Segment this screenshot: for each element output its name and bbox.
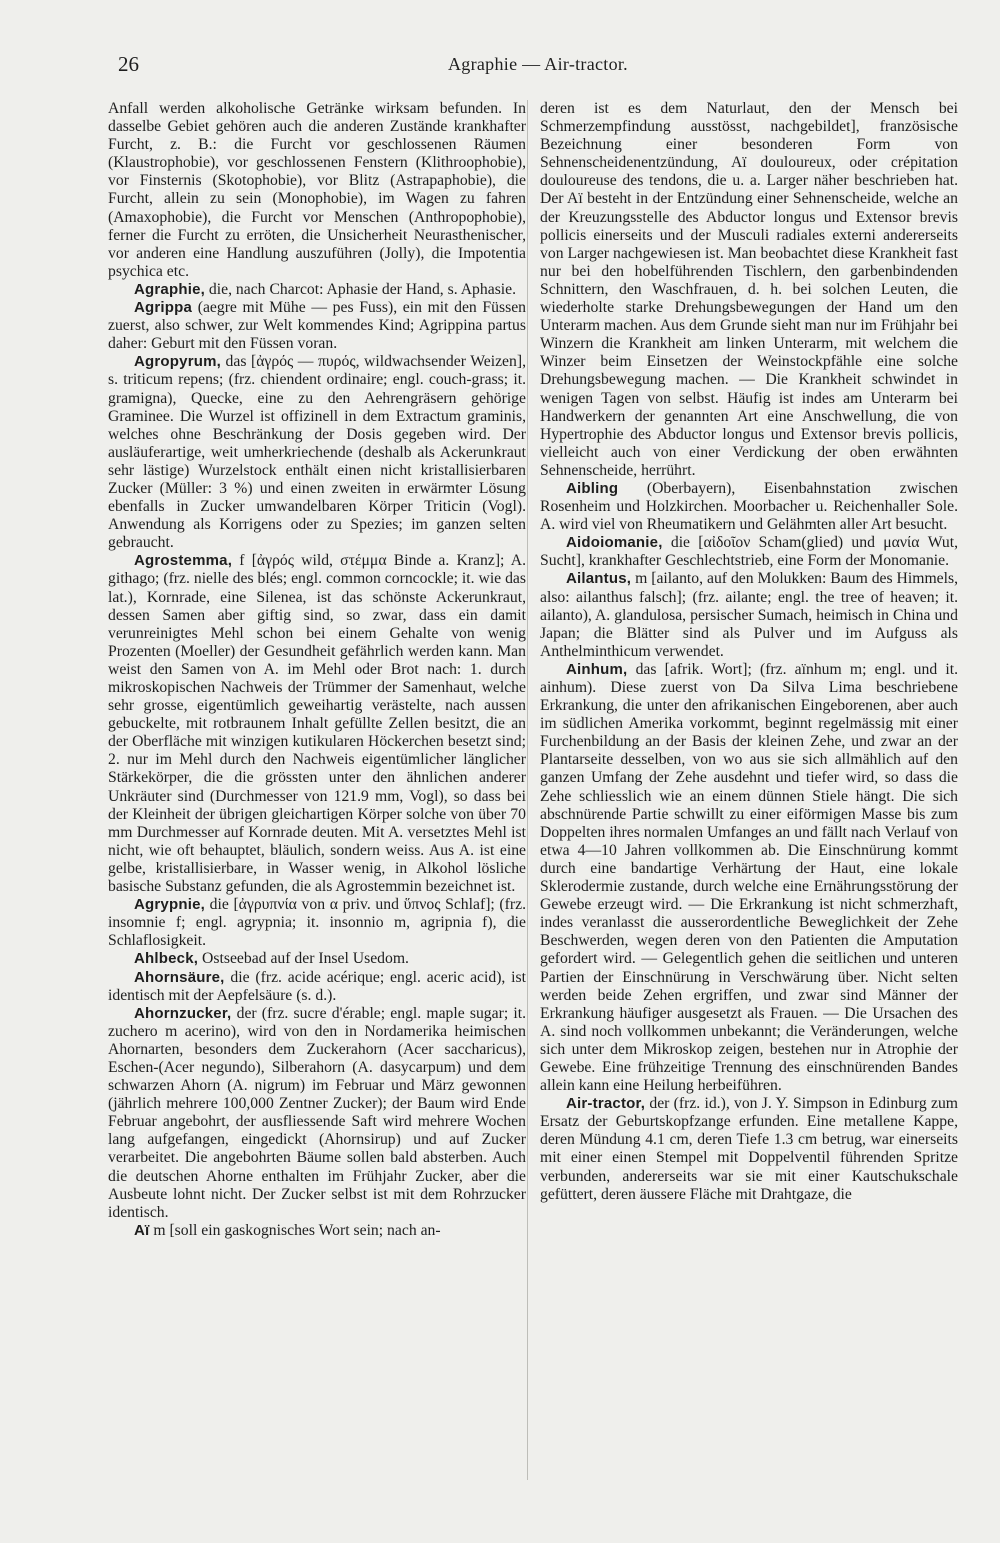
entry-headword: Ahornsäure, bbox=[134, 968, 225, 986]
entry-ahornzucker bbox=[108, 1005, 526, 1222]
entry-aidoiomanie bbox=[540, 534, 958, 570]
entry-air-tractor bbox=[540, 1095, 958, 1204]
entry-headword: Agrostemma, bbox=[134, 552, 233, 570]
running-title: Agraphie — Air-tractor. bbox=[448, 54, 628, 74]
entry-ainhum bbox=[540, 661, 958, 1095]
continuation-text: deren ist es dem Naturlaut, den der Mensch bei Schmerzempfindung ausstösst, nachgebildet], französische Bezeichnung einer besonderen Form von Sehnenscheidenentzündung, Aï douloureux, oder crépitation douloureuse des tendons, die u. a. Larger näher beschrieben hat. Der Aï besteht in der Entzündung einer Sehnenscheide, welche an der Kreuzungsstelle des Abductor longus und Extensor brevis pollicis einerseits und der Musculi radiales externi andererseits von Larger nachgewiesen ist. Man beobachtet diese Krankheit fast nur bei den hobelführenden Tischlern, den garbenbindenden Schnittern, den Waschfrauen, d. h. bei solchen Leuten, die wiederholte starke Drehungsbewegungen der Hand um den Unterarm machen. Aus dem Grunde sieht man nur im Frühjahr bei Winzern die Krankheit am linken Unterarm, mit welchem die Winzer beim Einsetzen der Weinstockpfähle eine solche Drehungsbewegung machen. — Die Krankheit schwindet in wenigen Tagen von selbst. Häufig ist indes am Unterarm bei Handwerkern der genannten Art eine Anschwellung, die von Hypertrophie des Abductor longus und Extensor brevis pollicis, vielleicht auch von einer Verdickung der oben erwähnten Sehnenscheide, herrührt. bbox=[540, 100, 958, 479]
entry-text: die, nach Charcot: Aphasie der Hand, s. Aphasie. bbox=[208, 280, 517, 298]
entry-text: das [afrik. Wort]; (frz. aïnhum m; engl. und it. ainhum). Diese zuerst von Da Silva Lima beschriebene Erkrankung, die unter den afrikanischen Eingeborenen, aber auch im südlichen Amerika vorkommt, beginnt regelmässig mit einer Furchenbildung an der Basis der kleinen Zehe, und zwar an der Plantarseite desselben, von wo aus sie sich allmählich auf den ganzen Umfang der Zehe ausdehnt und tiefer wird, so dass die Zehe schliesslich wie an einem dünnen Stiele hängt. Die sich abschnürende Partie schwillt zu einer eiförmigen Masse bis zum Doppelten ihres normalen Umfanges an und fällt nach Verlauf von etwa 4—10 Jahren vollkommen ab. Die Einschnürung kommt durch eine bandartige Verhärtung der Haut, eine lokale Sklerodermie zustande, durch welche eine Ernährungsstörung der Gewebe erzeugt wird. — Die Erkrankung ist nicht schmerzhaft, indes veranlasst die ausserordentliche Beweglichkeit der Zehe Beschwerden, wegen deren von den Patienten die Amputation gefordert wird. — Gelegentlich gehen die seitlichen und unteren Partien der Einschnürung in Verschwärung über. Nicht selten werden beide Zehen ergriffen, und zwar sind Männer der Erkrankung häufiger ausgesetzt als Frauen. — Die Ursachen des A. sind noch vollkommen unbekannt; die Veränderungen, welche sich unter dem Mikroskop zeigen, bestehen nur in Atrophie der Gewebe. Eine frühzeitige Trennung des einschnürenden Bandes allein kann eine Heilung herbeiführen. bbox=[540, 660, 959, 1095]
entry-agrypnie bbox=[108, 896, 526, 950]
entry-ai bbox=[108, 1222, 526, 1240]
left-column bbox=[108, 100, 526, 1240]
entry-text: Ostseebad auf der Insel Usedom. bbox=[202, 950, 409, 968]
entry-text: die [αἰδοῖον Scham(glied) und μανία Wut, Sucht], krankhafter Geschlechtstrieb, eine Form der Monomanie. bbox=[540, 534, 958, 570]
right-column bbox=[540, 100, 958, 1204]
entry-text: der (frz. sucre d'érable; engl. maple sugar; it. zuchero m acerino), wird von den in Nordamerika heimischen Ahornarten, besonders dem Zuckerahorn (Acer saccharicus), Eschen-(Acer negundo), Silberahorn (A. dasycarpum) und dem schwarzen Ahorn (A. nigrum) im Februar und März gewonnen (jährlich mehrere 100,000 Zentner Zucker); der Baum wird Ende Februar angebohrt, der ausfliessende Saft wird mehrere Wochen lang aufgefangen, eingedickt (Ahornsirup) und auf Zucker verarbeitet. Die angebohrten Bäume sollen bald absterben. Auch die deutschen Ahorne enthalten im Frühjahr Zucker, aber die Ausbeute lohnt nicht. Der Zucker selbst ist mit dem Rohrzucker identisch. bbox=[108, 1004, 526, 1221]
entry-text: der (frz. id.), von J. Y. Simpson in Edinburg zum Ersatz der Geburtskopfzange erfunden. Eine metallene Kappe, deren Mündung 4.1 cm, deren Tiefe 1.3 cm betrug, war einerseits mit einer einen Stempel mit Doppelventil führenden Spritze verbunden, andererseits war sie mit einer Kautschukschale gefüttert, deren äussere Fläche mit Drahtgaze, die bbox=[540, 1095, 959, 1203]
entry-headword: Aibling bbox=[566, 479, 619, 497]
entry-text: die (frz. acide acérique; engl. aceric acid), ist identisch mit der Aepfelsäure (s. d.). bbox=[108, 968, 526, 1004]
entry-headword: Ailantus, bbox=[566, 570, 632, 588]
entry-text: f [ἀγρός wild, στέμμα Binde a. Kranz]; A. githago; (frz. nielle des blés; engl. common corncockle; it. wie das lat.), Kornrade, eine Silenea, ist das schönste Ackerunkraut, dessen Samen aber giftig sind, so zwar, dass ein damit verunreinigtes Mehl schon bei einem Gehalte von wenig Prozenten (Moeller) der Gesundheit gefährlich werden kann. Man weist den Samen von A. im Mehl oder Brot nach: 1. durch mikroskopischen Nachweis der Trümmer der Samenhaut, welche sehr grosse, eigentümlich geweihartig verästelte, nach aussen gebuckelte, mit rotbraunem Inhalt gefüllte Zellen besitzt, die an der Oberfläche mit winzigen kutikularen Höckerchen besetzt sind; 2. nur im Mehl durch den Nachweis eigentümlicher länglicher Stärkekörper, die die grössten unter den ähnlichen anderer Unkräuter sind (Durchmesser von 121.9 mm, Vogl), so dass bei der Kleinheit der übrigen gleichartigen Körper solche von über 70 mm Durchmesser auf Kornrade deuten. Mit A. versetztes Mehl ist nicht, wie oft behauptet, bläulich, sondern weiss. Aus A. ist eine gelbe, kristallisierbare, in Wasser wenig, in Alkohol lösliche basische Substanz gefunden, die als Agrostemmin bezeichnet ist. bbox=[108, 552, 526, 896]
entry-headword: Aidoiomanie, bbox=[566, 534, 663, 552]
column-divider bbox=[527, 100, 528, 1480]
entry-headword: Ahornzucker, bbox=[134, 1004, 232, 1022]
entry-agrippa bbox=[108, 299, 526, 353]
entry-text: das [ἀγρός — πυρός, wildwachsender Weizen], s. triticum repens; (frz. chiendent ordinaire; engl. couch-grass; it. gramigna), Quecke, eine zu den Aehrengräsern gehörige Graminee. Die Wurzel ist offizinell in dem Extractum graminis, welches ohne Beschränkung der Dosis gegeben wird. Der ausläuferartige, weit umherkriechende (deshalb als Ackerunkraut sehr lästige) Wurzelstock enthält einen nicht kristallisierbaren Zucker (Müller: 3 %) und einen zweiten in erwärmter Lösung ebenfalls in Zucker umwandelbaren Körper Triticin (Vogl). Anwendung als Korrigens oder zu Spezies; im ganzen selten gebraucht. bbox=[108, 353, 526, 552]
entry-agropyrum bbox=[108, 353, 526, 552]
entry-aibling bbox=[540, 480, 958, 534]
entry-headword: Ahlbeck, bbox=[134, 950, 199, 968]
entry-ailantus bbox=[540, 570, 958, 660]
entry-text: die [ἀγρυπνία von α priv. und ὕπνος Schlaf]; (frz. insomnie f; engl. agrypnia; it. insonnio m, agripnia f), die Schlaflosigkeit. bbox=[108, 896, 526, 950]
page-number: 26 bbox=[118, 52, 139, 76]
entry-ahlbeck bbox=[108, 950, 526, 968]
entry-headword: Air-tractor, bbox=[566, 1095, 646, 1113]
entry-agrostemma bbox=[108, 552, 526, 896]
entry-text: (aegre mit Mühe — pes Fuss), ein mit den Füssen zuerst, also schwer, zur Welt kommendes Kind; Agrippina partus daher: Geburt mit den Füssen voran. bbox=[108, 299, 526, 353]
entry-headword: Agropyrum, bbox=[134, 353, 222, 371]
entry-text: m [ailanto, auf den Molukken: Baum des Himmels, also: ailanthus falsch]; (frz. ailante; engl. the tree of heaven; it. ailanto), A. glandulosa, persischer Sumach, heimisch in China und Japan; die Blätter sind als Pulver und im Aufguss als Anthelminthicum verwendet. bbox=[540, 570, 959, 660]
entry-agraphie bbox=[108, 281, 526, 299]
entry-text: m [soll ein gaskognisches Wort sein; nach an- bbox=[153, 1221, 441, 1239]
entry-headword: Ainhum, bbox=[566, 660, 628, 678]
entry-headword: Agrypnie, bbox=[134, 896, 205, 914]
entry-headword: Agraphie, bbox=[134, 280, 205, 298]
entry-text: (Oberbayern), Eisenbahnstation zwischen Rosenheim und Holzkirchen. Moorbacher u. Reichenhaller Sole. A. wird viel von Rheumatikern und Gelähmten aller Art besucht. bbox=[540, 479, 958, 534]
entry-headword: Aï bbox=[134, 1221, 150, 1239]
page-header bbox=[118, 52, 958, 92]
continuation-text: Anfall werden alkoholische Getränke wirksam befunden. In dasselbe Gebiet gehören auch die anderen Zustände krankhafter Furcht, z. B.: die Furcht vor geschlossenen Räumen (Klaustrophobie), vor geschlossenen Fenstern (Klithroophobie), vor Finsternis (Skotophobie), vor Blitz (Astrapaphobie), die Furcht, allein zu sein (Monophobie), im Wagen zu fahren (Amaxophobie), die Furcht vor Menschen (Anthropophobie), ferner die Furcht zu erröten, die Unsicherheit Neurasthenischer, vor anderen eine Handlung auszuführen (Jolly), die Impotentia psychica etc. bbox=[108, 100, 526, 280]
entry-headword: Agrippa bbox=[134, 299, 193, 317]
entry-ahornsaeure bbox=[108, 969, 526, 1005]
